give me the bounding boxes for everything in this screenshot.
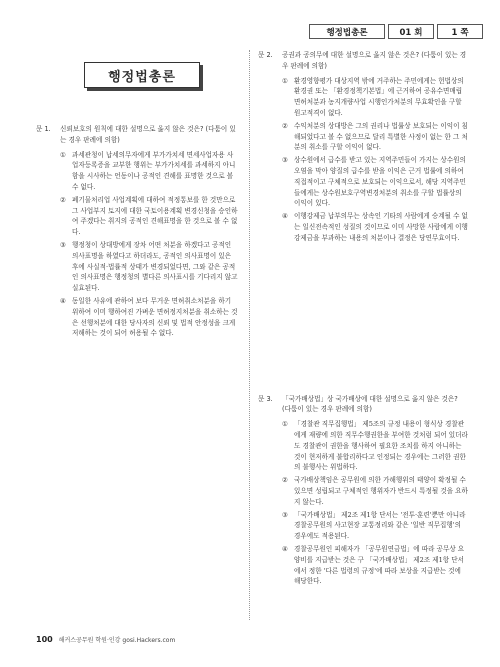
option — [60, 240, 238, 294]
option-number: ② — [282, 121, 288, 130]
option-number: ④ — [282, 212, 288, 221]
option-text: 수익처분의 상대방은 그의 권리나 법률상 보호되는 이익이 침해되었다고 볼 수 없으므로 달리 특별한 사정이 없는 한 그 처분의 취소를 구할 이익이 없다. — [294, 121, 468, 152]
option — [282, 475, 468, 507]
option-number: ② — [60, 195, 66, 204]
option-number: ② — [282, 476, 288, 485]
option-number: ① — [282, 76, 288, 85]
option — [60, 195, 238, 238]
question-number: 문 2. — [258, 51, 273, 59]
option — [282, 211, 468, 243]
option-text: 폐기물처리업 사업계획에 대하여 적정통보를 한 것만으로 그 사업부지 토지에 대한 국토이용계획 변경신청을 승인하여 주겠다는 취지의 공적인 견해표명을 한 것으로 볼 수 없다. — [72, 195, 238, 237]
question-3 — [258, 394, 468, 416]
question-text: 「국가배상법」상 국가배상에 대한 설명으로 옳지 않은 것은? (다툼이 있는 경우 판례에 의함) — [282, 394, 458, 414]
option-number: ① — [60, 150, 66, 159]
option-number: ③ — [282, 156, 288, 165]
option — [282, 155, 468, 209]
option-number: ③ — [282, 510, 288, 519]
footer — [36, 635, 175, 644]
option-text: 행정청이 상대방에게 장차 어떤 처분을 하겠다고 공적인 의사표명을 하였다고 하더라도, 공적인 의사표명이 있은 후에 사실적·법률적 상태가 변경되었다면, 그와 같은 공적인 의사표명은 행정청의 별다른 의사표시를 기다리지 않고 실효된다. — [72, 240, 238, 293]
question-text: 신뢰보호의 원칙에 대한 설명으로 옳지 않은 것은? (다툼이 있는 경우 판례에 의함) — [60, 125, 236, 144]
question-3-options — [258, 419, 468, 587]
header-boxes — [309, 24, 483, 39]
question-number: 문 3. — [258, 394, 273, 403]
option-text: 국가배상책임은 공무원에 의한 가해행위의 태양이 확정될 수 있으면 성립되고 구체적인 행위자가 반드시 특정될 것을 요하지 않는다. — [294, 476, 468, 506]
question-2-options — [258, 76, 468, 244]
header-round: 01 회 — [388, 24, 434, 39]
option-number: ④ — [282, 544, 288, 553]
option — [282, 419, 468, 473]
left-column — [36, 124, 238, 341]
option-number: ③ — [60, 240, 66, 249]
question-1-options — [36, 150, 238, 340]
option-number: ① — [282, 420, 288, 429]
option — [282, 76, 468, 119]
option — [60, 150, 238, 193]
right-column — [258, 50, 468, 589]
header-section: 행정법총론 — [309, 24, 385, 39]
question-text: 공권과 공의무에 대한 설명으로 옳지 않은 것은? (다툼이 있는 경우 판례에 의함) — [282, 51, 467, 70]
option-text: 과세관청이 납세의무자에게 부가가치세 면세사업자용 사업자등록증을 교부한 행위는 부가가치세를 과세하지 아니함을 시사하는 언동이나 공적인 견해를 표명한 것으로 볼 수 없다. — [72, 150, 236, 191]
header-page: 1 쪽 — [437, 24, 483, 39]
option-text: 「경찰관 직무집행법」 제5조의 규정 내용이 형식상 경찰관에게 재량에 의한 직무수행권한을 부여한 것처럼 되어 있더라도 경찰관이 권한을 행사하여 필요한 조치를 하지 아니하는 것이 현저하게 불합리하다고 인정되는 경우에는 그러한 권한의 불행사는 위법하다. — [294, 420, 468, 472]
option — [60, 296, 238, 339]
option-number: ④ — [60, 296, 66, 305]
column-divider — [249, 50, 250, 620]
option-text: 경찰공무원인 피해자가 「공무원연금법」에 따라 공무상 요양비를 지급받는 것은 구 「국가배상법」 제2조 제1항 단서에서 정한 '다른 법령의 규정'에 따라 보상을 지급받는 것에 해당한다. — [294, 544, 465, 586]
option — [282, 121, 468, 153]
option — [282, 544, 468, 587]
footer-text: 해커스공무원 학원·인강 gosi.Hackers.com — [58, 637, 176, 644]
question-number: 문 1. — [36, 125, 51, 133]
option-text: 동일한 사유에 관하여 보다 무거운 면허취소처분을 하기 위하여 이미 행하여진 가벼운 면허정지처분을 취소하는 것은 선행처분에 대한 당사자의 신뢰 및 법적 안정성을 크게 저해하는 것이 되어 허용될 수 없다. — [72, 296, 238, 338]
option-text: 「국가배상법」 제2조 제1항 단서는 '전투·훈련'뿐만 아니라 경찰공무원의 사고현장 교통정리와 같은 '일반 직무집행'의 경우에도 적용된다. — [294, 510, 466, 541]
option — [282, 510, 468, 542]
question-1 — [36, 124, 238, 146]
question-2 — [258, 50, 468, 72]
page-number: 100 — [36, 635, 53, 644]
option-text: 이행강제금 납부의무는 상속인 기타의 사람에게 승계될 수 없는 일신전속적인 성질의 것이므로 이미 사망한 사람에게 이행강제금을 부과하는 내용의 처분이나 결정은 당연무효이다. — [294, 212, 468, 242]
option-text: 상수원에서 급수를 받고 있는 지역주민들이 가지는 상수원의 오염을 막아 양질의 급수를 받을 이익은 근거 법률에 의하여 직접적이고 구체적으로 보호되는 이익으로서, 해당 지역주민들에게는 상수원보호구역변경처분의 취소를 구할 법률상의 이익이 있다. — [294, 156, 466, 208]
page-title: 행정법총론 — [84, 62, 200, 88]
option-text: 환경영향평가 대상지역 밖에 거주하는 주민에게는 헌법상의 환경권 또는 「환경정책기본법」에 근거하여 공유수면매립면허처분과 농지개량사업 시행인가처분의 무효확인을 구할 원고적격이 없다. — [294, 76, 464, 117]
